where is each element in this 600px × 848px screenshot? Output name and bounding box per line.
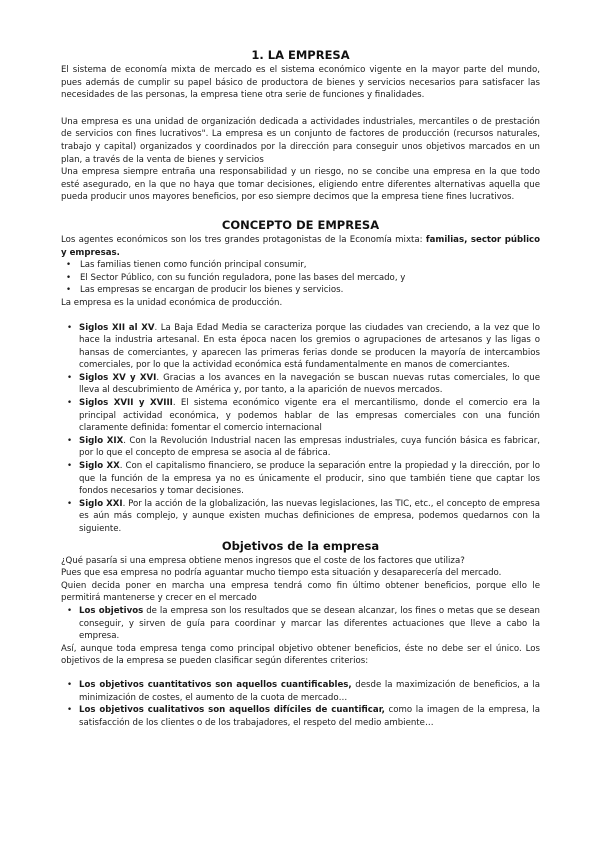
unit-paragraph: La empresa es la unidad económica de producción. <box>61 297 283 308</box>
answer-paragraph: Pues que esa empresa no podría aguantar mucho tiempo esta situación y desaparecería del mercado. <box>61 568 502 579</box>
agents-text: Los agentes económicos son los tres grandes protagonistas de la Economía mixta: <box>61 234 423 245</box>
history-text: El sistema económico vigente era el mercantilismo, donde el comercio era la principal actividad económica, y podemos hablar de las empresas comerciales con una función claramente definida: fomentar el comercio internacional <box>79 398 541 434</box>
question-paragraph: ¿Qué pasaría si una empresa obtiene menos ingresos que el coste de los factores que utiliza? <box>61 555 465 566</box>
criteria-text: desde la maximización de beneficios, a la minimización de costes, el aumento de la cuota de mercado… <box>79 679 540 703</box>
classify-paragraph: Así, aunque toda empresa tenga como principal objetivo obtener beneficios, éste no debe ser el único. Los objetivos de la empresa se pueden clasificar según diferentes criterios: <box>61 643 540 667</box>
page-title: 1. LA EMPRESA <box>251 48 350 62</box>
history-label: Siglo XX <box>79 461 120 472</box>
history-text: Con la Revolución Industrial nacen las empresas industriales, cuya función básica es fabricar, por lo que el concepto de empresa se asocia al de fábrica. <box>79 435 540 459</box>
history-label: Siglos XV y XVI <box>79 372 157 383</box>
risk-paragraph: Una empresa siempre entraña una responsabilidad y un riesgo, no se concibe una empresa en la que todo esté asegurado, en la que no haya que tomar decisiones, eligiendo entre diferentes alternativas aquella que pueda producir unos mayores beneficios, por eso siempre decimos que la empresa tiene fines lucrativos. <box>61 167 540 203</box>
list-item <box>61 372 540 397</box>
list-item: • Las familias tienen como función principal consumir, <box>61 259 540 272</box>
agents-list <box>61 259 540 297</box>
definition-paragraph: Una empresa es una unidad de organización dedicada a actividades industriales, mercantiles o de prestación de servicios con fines lucrativos". La empresa es un conjunto de factores de producción (recursos naturales, trabajo y capital) organizados y coordinados por la dirección para conseguir unos objetivos marcados en un plan, a través de la venta de bienes y servicios <box>61 116 540 165</box>
objectives-text: de la empresa son los resultados que se desean alcanzar, los fines o metas que se desean conseguir, y sirven de guía para coordinar y marcar las diferentes actuaciones que lleve a cabo la empresa. <box>79 605 540 642</box>
list-item <box>61 322 540 372</box>
intro-paragraph: El sistema de economía mixta de mercado es el sistema económico vigente en la mayor parte del mundo, pues además de cumplir su papel básico de productora de bienes y servicios necesarios para satisfacer las necesidades de las personas, la empresa tiene otra serie de funciones y finalidades. <box>61 65 540 101</box>
goal-paragraph: Quien decida poner en marcha una empresa tendrá como fin último obtener beneficios, porque ello le permitirá mantenerse y crecer en el mercado <box>61 580 540 604</box>
history-label: Siglo XXI <box>79 498 123 509</box>
concept-heading: CONCEPTO DE EMPRESA <box>221 217 380 232</box>
history-sep: . <box>123 435 126 446</box>
list-item <box>61 679 540 704</box>
history-text: La Baja Edad Media se caracteriza porque las ciudades van creciendo, a la vez que lo hace la industria artesanal. En esta época nacen los gremios o agrupaciones de artesanos y las ligas o hansas de comerciantes, y aparecen las primeras ferias donde se producen la mayoría de intercambios comerciales, por lo que la actividad económica está fundamentalmente en manos de comerciantes. <box>79 322 540 371</box>
list-item <box>61 704 540 729</box>
history-sep: . <box>119 461 123 472</box>
history-text: Con el capitalismo financiero, se produce la separación entre la propiedad y la dirección, por lo que la función de la empresa ya no es únicamente el producir, sino que también tiene que captar los fondos necesarios y tomar decisiones. <box>79 461 540 497</box>
list-item <box>61 397 540 435</box>
criteria-text: como la imagen de la empresa, la satisfacción de los clientes o de los trabajadores, el respeto del medio ambiente… <box>79 705 540 728</box>
criteria-label: Los objetivos cualitativos son aquellos difíciles de cuantificar, <box>79 705 385 716</box>
history-label: Siglos XII al XV <box>79 322 155 333</box>
objectives-definition-list <box>61 605 540 643</box>
list-item: • Las empresas se encargan de producir los bienes y servicios. <box>61 284 540 297</box>
criteria-list <box>61 679 540 729</box>
history-list <box>61 322 540 536</box>
objectives-heading: Objetivos de la empresa <box>221 538 380 553</box>
history-sep: . <box>122 498 126 509</box>
list-item <box>61 605 540 643</box>
objectives-label: Los objetivos <box>79 605 144 616</box>
agents-paragraph <box>61 234 540 259</box>
history-text: Gracias a los avances en la navegación se buscan nuevas rutas comerciales, lo que lleva al descubrimiento de América y, por tanto, a la aparición de nuevos mercados. <box>79 372 540 396</box>
agents-bold: familias, sector público y empresas. <box>61 234 541 258</box>
history-label: Siglos XVII y XVIII <box>79 398 173 409</box>
history-label: Siglo XIX <box>79 435 124 446</box>
history-sep: . <box>156 372 160 383</box>
list-item <box>61 460 540 498</box>
list-item <box>61 435 540 460</box>
list-item: • El Sector Público, con su función reguladora, pone las bases del mercado, y <box>61 272 540 285</box>
history-sep: . <box>154 322 158 333</box>
list-item <box>61 498 540 536</box>
history-text: Por la acción de la globalización, las nuevas legislaciones, las TIC, etc., el concepto de empresa es aún más complejo, y aunque existen muchas definiciones de empresa, podemos quedarnos con la siguiente. <box>79 498 540 534</box>
history-sep: . <box>172 398 176 409</box>
criteria-label: Los objetivos cuantitativos son aquellos cuantificables, <box>79 679 352 690</box>
